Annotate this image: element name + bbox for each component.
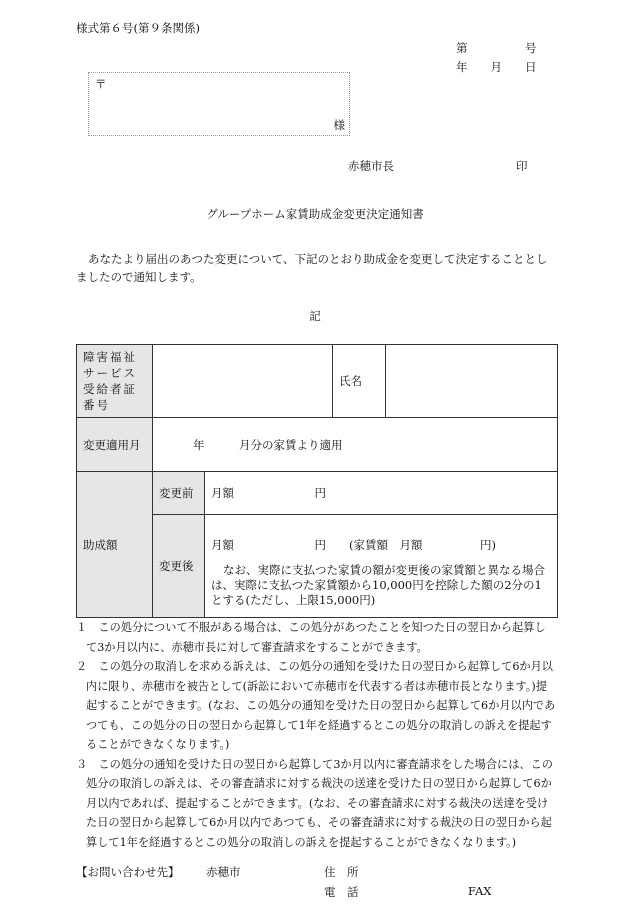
- document-number: 第 号: [456, 41, 537, 55]
- sender-name: 赤穂市長: [348, 159, 394, 173]
- address-label: 住 所: [324, 865, 359, 879]
- seal-mark: 印: [516, 159, 528, 173]
- subsidy-label: 助成額: [77, 472, 153, 618]
- address-box: [88, 72, 350, 136]
- contact-section: [76, 864, 556, 904]
- ki-heading: 記: [309, 309, 321, 323]
- note-item: ２ この処分の取消しを求める訴えは、この処分の通知を受けた日の翌日から起算して6か月以内に限り、赤穂市を被告として(訴訟において赤穂市を代表する者は赤穂市長となります。)提起することができます。(なお、この処分の通知を受けた日の翌日から起算して6か月以内であつても、この処分の日の翌日から起算して1年を経過するとこの処分の取消しの訴えを提起することができなくなります。): [76, 660, 556, 751]
- issue-date: 年 月 日: [456, 60, 537, 74]
- apply-month-label: 変更適用月: [77, 418, 153, 472]
- after-note: なお、実際に支払つた家賃の額が変更後の家賃額と異なる場合は、実際に支払つた家賃額から10,000円を控除した額の2分の1とする(ただし、上限15,000円): [211, 563, 545, 607]
- note-item: ３ この処分の通知を受けた日の翌日から起算して3か月以内に審査請求をした場合には、この処分の取消しの訴えは、その審査請求に対する裁決の送達を受けた日の翌日から起算して6か月以内であれば、提起することができます。(なお、その審査請求に対する裁決の送達を受けた日の翌日から起算して6か月以内であつても、その審査請求に対する裁決の日の翌日から起算して1年を経過するとこの処分の取消しの訴えを提起することができなくなります。): [76, 757, 553, 849]
- phone-label: 電 話: [324, 885, 359, 899]
- honorific-suffix: 様: [333, 118, 345, 132]
- note-item: １ この処分について不服がある場合は、この処分があつたことを知つた日の翌日から起算して3か月以内に、赤穂市長に対して審査請求をすることができます。: [76, 621, 546, 654]
- after-value: 月額 円 (家賃額 月額 円): [211, 538, 496, 552]
- before-value: 月額 円: [205, 472, 558, 515]
- contact-city: 赤穂市: [206, 865, 241, 879]
- after-cell: [205, 515, 558, 618]
- apply-month-value: 年 月分の家賃より適用: [153, 418, 558, 472]
- cert-number-label: 障害福祉サービス受給者証番号: [77, 345, 153, 418]
- body-text: あなたより届出のあつた変更について、下記のとおり助成金を変更して決定することとしましたので通知します。: [76, 252, 548, 284]
- form-number: 様式第６号(第９条関係): [76, 21, 200, 35]
- cert-number-value: [153, 345, 333, 418]
- name-label: 氏名: [333, 345, 386, 418]
- after-label: 変更後: [153, 515, 205, 618]
- postal-mark: 〒: [95, 77, 107, 91]
- notes-list: [76, 618, 556, 852]
- fax-label: FAX: [468, 884, 492, 898]
- before-label: 変更前: [153, 472, 205, 515]
- name-value: [386, 345, 558, 418]
- info-table: [76, 344, 558, 618]
- contact-label: 【お問い合わせ先】: [76, 865, 180, 879]
- document-title: グループホーム家賃助成金変更決定通知書: [206, 207, 424, 221]
